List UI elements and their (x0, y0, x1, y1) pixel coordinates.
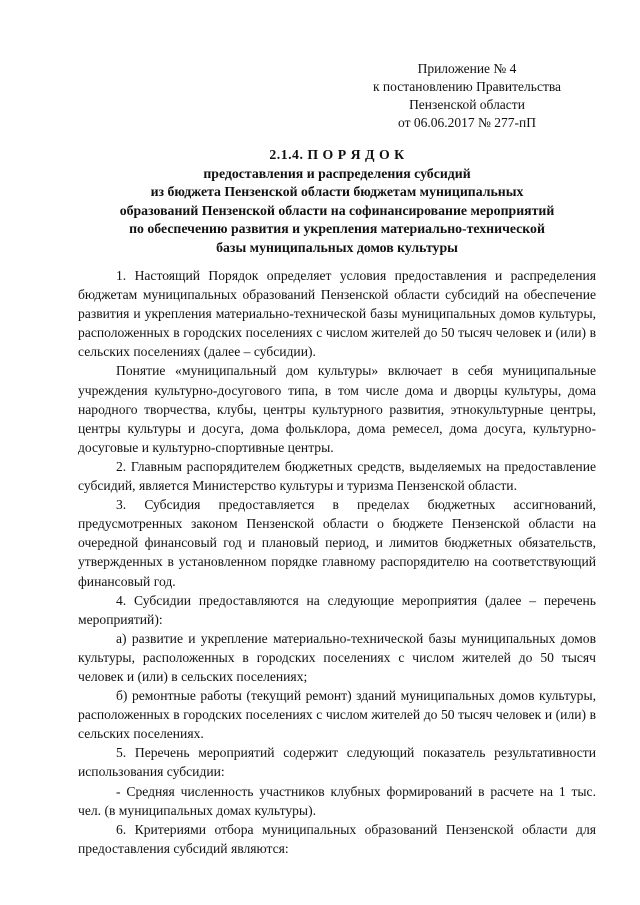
document-title (78, 146, 596, 258)
title-heading: 2.1.4. П О Р Я Д О К (269, 147, 405, 162)
annex-region: Пензенской области (409, 97, 525, 112)
annex-date-number: от 06.06.2017 № 277-пП (398, 115, 536, 130)
paragraph-concept: Понятие «муниципальный дом культуры» включает в себя муниципальные учреждения культурно-досугового типа, в том числе дома и дворцы культуры, дома народного творчества, клубы, центры культурного развития, этнокультурные центры, центры культуры и досуга, дома фольклора, дома ремесел, дома досуга, культурно-досуговые и культурно-спортивные центры. (78, 363, 596, 455)
title-line: образований Пензенской области на софинансирование мероприятий (119, 202, 555, 218)
paragraph-1: 1. Настоящий Порядок определяет условия предоставления и распределения бюджетам муниципальных образований Пензенской области субсидий на обеспечение развития и укрепления материально-технической базы муниципальных домов культуры, расположенных в городских поселениях с числом жителей до 50 тысяч человек и (или) в сельских поселениях (далее – субсидии). (78, 268, 596, 360)
annex-number: Приложение № 4 (417, 61, 517, 76)
paragraph-3: 3. Субсидия предоставляется в пределах бюджетных ассигнований, предусмотренных законом Пензенской области о бюджете Пензенской области на очередной финансовый год и плановый период, и лимитов бюджетных обязательств, утвержденных в установленном порядке главному распорядителю на соответствующий финансовый год. (78, 497, 596, 589)
annex-header (340, 60, 594, 132)
title-line: из бюджета Пензенской области бюджетам муниципальных (150, 184, 524, 200)
paragraph-5-indicator: - Средняя численность участников клубных формирований в расчете на 1 тыс. чел. (в муниципальных домах культуры). (78, 783, 596, 818)
title-line: базы муниципальных домов культуры (216, 239, 458, 255)
paragraph-2: 2. Главным распорядителем бюджетных средств, выделяемых на предоставление субсидий, является Министерство культуры и туризма Пензенской области. (78, 458, 596, 494)
paragraph-4: 4. Субсидии предоставляются на следующие мероприятия (далее – перечень мероприятий): (78, 592, 596, 627)
title-line: предоставления и распределения субсидий (203, 165, 471, 181)
paragraph-5: 5. Перечень мероприятий содержит следующий показатель результативности использования субсидии: (78, 745, 596, 780)
document-body (78, 266, 596, 858)
annex-reference: к постановлению Правительства (372, 79, 562, 94)
title-line: по обеспечению развития и укрепления материально-технической (129, 221, 545, 237)
paragraph-4b: б) ремонтные работы (текущий ремонт) зданий муниципальных домов культуры, расположенных в городских поселениях с числом жителей до 50 тысяч человек и (или) в сельских поселениях. (78, 688, 596, 742)
paragraph-4a: а) развитие и укрепление материально-технической базы муниципальных домов культуры, расположенных в городских поселениях с числом жителей до 50 тысяч человек и (или) в сельских поселениях; (78, 630, 596, 684)
paragraph-6: 6. Критериями отбора муниципальных образований Пензенской области для предоставления субсидий являются: (78, 821, 596, 856)
